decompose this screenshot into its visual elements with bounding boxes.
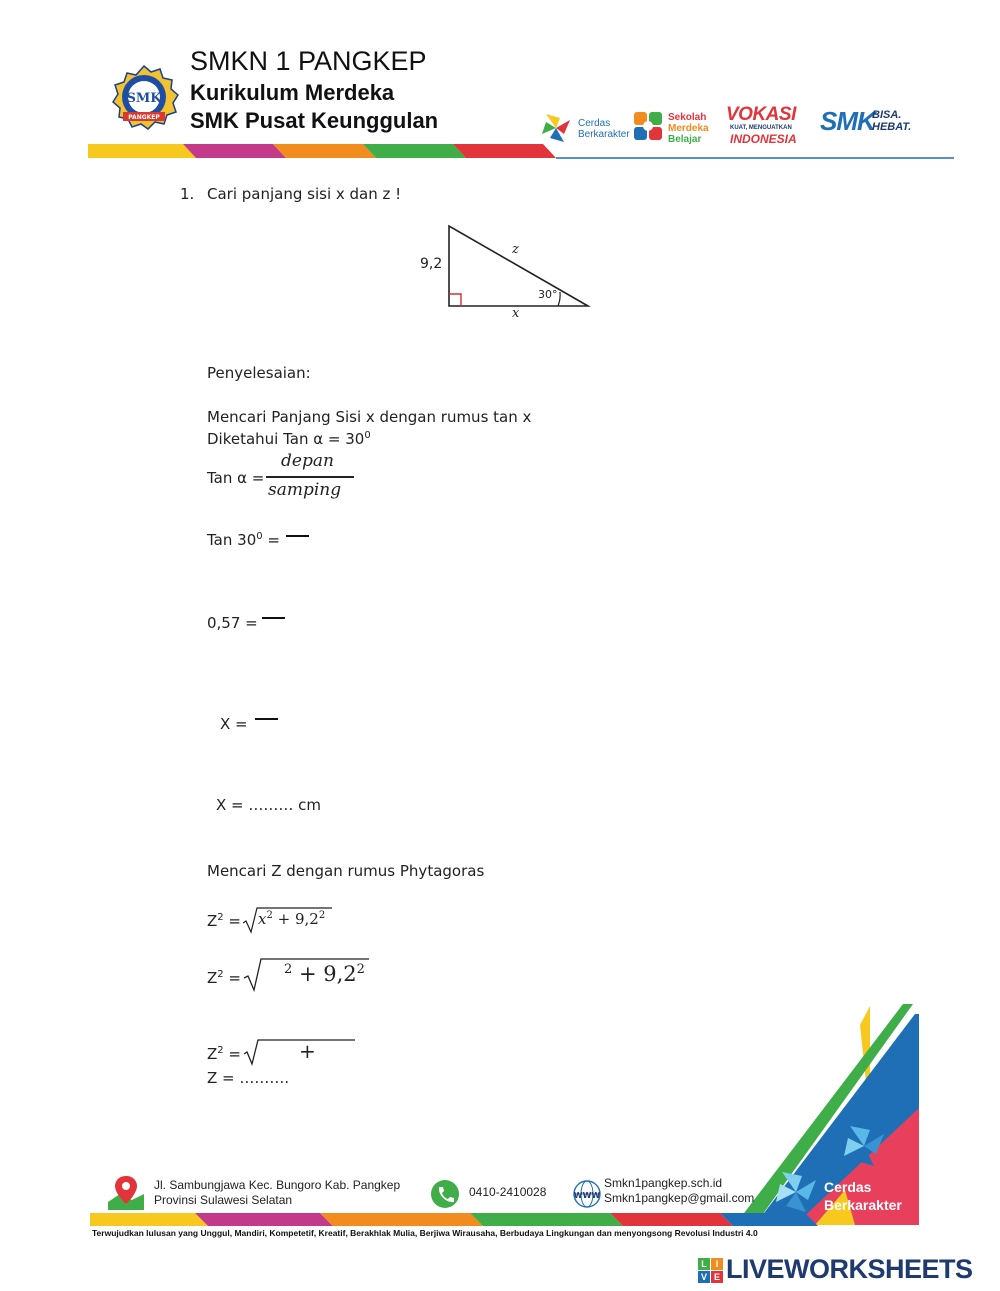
z-eq-2-label [207, 969, 241, 987]
given-text: Diketahui Tan α = 30 [207, 430, 365, 448]
z-eq-1-label [207, 912, 241, 930]
emblem-text: SMK [126, 91, 162, 106]
part1-title: Mencari Panjang Sisi x dengan rumus tan x [207, 408, 532, 426]
root2-rest-sup: 2 [356, 962, 365, 977]
address-line2: Provinsi Sulawesi Selatan [154, 1193, 293, 1207]
cube-l: L [698, 1258, 710, 1270]
liveworksheets-brand[interactable]: LIVEWORKSHEETS [726, 1254, 973, 1284]
part2-title: Mencari Z dengan rumus Phytagoras [207, 862, 485, 880]
z-sup: 2 [217, 969, 224, 980]
phone-icon [428, 1178, 462, 1210]
value-057-fraction-blank[interactable] [262, 617, 285, 619]
solution-heading: Penyelesaian: [207, 364, 311, 382]
location-pin-icon [106, 1172, 146, 1212]
root3-second-blank[interactable] [318, 1042, 352, 1062]
given-statement [207, 430, 371, 448]
vokasi-logo-bottom: INDONESIA [730, 132, 797, 146]
badge-cerdas [824, 1178, 902, 1214]
sekolah-logo-line3: Belajar [668, 134, 702, 145]
badge-line2: Berkarakter [824, 1197, 902, 1213]
angle-label: 30° [538, 288, 558, 301]
root3-plus: + [299, 1039, 316, 1063]
program-title: SMK Pusat Keunggulan [190, 108, 439, 133]
z-letter: Z [207, 969, 218, 987]
question-text: Cari panjang sisi x dan z ! [207, 185, 402, 203]
value-057-label: 0,57 = [207, 614, 258, 632]
root1-x-sup: 2 [266, 910, 273, 921]
tan30-equals: = [262, 531, 280, 549]
pinwheel-icon [770, 1166, 822, 1218]
question-number: 1. [180, 185, 195, 203]
liveworksheets-cubes [698, 1258, 724, 1284]
cube-v: V [698, 1271, 710, 1283]
cube-i: I [711, 1258, 723, 1270]
tan30-label [207, 531, 280, 549]
fraction-bar [266, 476, 354, 478]
smk-logo-hebat: HEBAT. [872, 121, 912, 133]
cerdas-logo-line1: Cerdas [578, 118, 611, 129]
tan-alpha-label: Tan α = [207, 469, 265, 487]
root2-rest: + 9,2 [292, 962, 357, 986]
email-address[interactable]: Smkn1pangkep@gmail.com [604, 1191, 755, 1205]
merdeka-blocks-icon [632, 110, 664, 144]
z-result: Z = ………. [207, 1069, 290, 1087]
root1-rest: + 9,2 [272, 910, 319, 928]
root1-rest-sup: 2 [318, 910, 326, 921]
x-fraction-blank[interactable] [255, 718, 278, 720]
z-equals: = [223, 969, 241, 987]
root2-expression [284, 962, 365, 986]
address-line1: Jl. Sambungjawa Kec. Bungoro Kab. Pangkep [154, 1178, 401, 1192]
z-eq-3-label [207, 1045, 241, 1063]
phone-number: 0410-2410028 [469, 1185, 547, 1199]
sekolah-logo-line2: Merdeka [668, 123, 709, 134]
z-letter: Z [207, 912, 218, 930]
cerdas-logo-line2: Berkarakter [578, 129, 630, 140]
pinwheel-icon [838, 1120, 890, 1172]
cube-e: E [711, 1271, 723, 1283]
hypotenuse-label: z [512, 242, 519, 257]
tan30-fraction-blank[interactable] [286, 535, 309, 537]
x-equation-label: X = [220, 715, 248, 733]
tan30-sup: 0 [256, 531, 263, 542]
root1-expression [258, 910, 325, 928]
root2-blank-sup: 2 [284, 962, 293, 977]
root1-x: x [258, 910, 267, 928]
school-emblem [108, 64, 180, 132]
badge-line1: Cerdas [824, 1179, 872, 1195]
z-letter: Z [207, 1045, 218, 1063]
degree-sup: 0 [364, 430, 371, 441]
smk-logo-main: SMK [820, 106, 875, 136]
website-url[interactable]: Smkn1pangkep.sch.id [604, 1176, 723, 1190]
z-equals: = [223, 912, 241, 930]
vokasi-logo-mid: KUAT, MENGUATKAN [730, 125, 792, 131]
x-result: X = ……… cm [216, 796, 322, 814]
z-sup: 2 [217, 1045, 224, 1056]
root3-first-blank[interactable] [260, 1042, 296, 1062]
base-label: x [512, 306, 520, 321]
root2-x-blank[interactable] [259, 966, 285, 990]
tan30-text: Tan 30 [207, 531, 257, 549]
school-motto: Terwujudkan lulusan yang Unggul, Mandiri, Kompetetif, Kreatif, Berakhlak Mulia, Berjiwa Wirausaha, Berbudaya Lingkungan dan menyongsong Revolusi Industri 4.0 [92, 1228, 758, 1238]
sekolah-logo-line1: Sekolah [668, 112, 707, 123]
footer-color-stripe [90, 1212, 930, 1228]
header-color-stripe [88, 142, 958, 160]
curriculum-title: Kurikulum Merdeka [190, 80, 395, 105]
z-sup: 2 [217, 912, 224, 923]
z-equals: = [223, 1045, 241, 1063]
fraction-numerator: depan [281, 451, 334, 471]
globe-icon [570, 1178, 604, 1210]
smk-logo-bisa: BISA. [872, 109, 902, 121]
fraction-denominator: samping [268, 480, 342, 500]
www-text: WWW [573, 1191, 601, 1200]
side-left-label: 9,2 [420, 256, 443, 272]
triangle-diagram [412, 220, 602, 330]
vokasi-logo-top: VOKASI [726, 104, 796, 125]
school-name: SMKN 1 PANGKEP [190, 46, 427, 76]
emblem-ribbon: PANGKEP [128, 114, 160, 121]
